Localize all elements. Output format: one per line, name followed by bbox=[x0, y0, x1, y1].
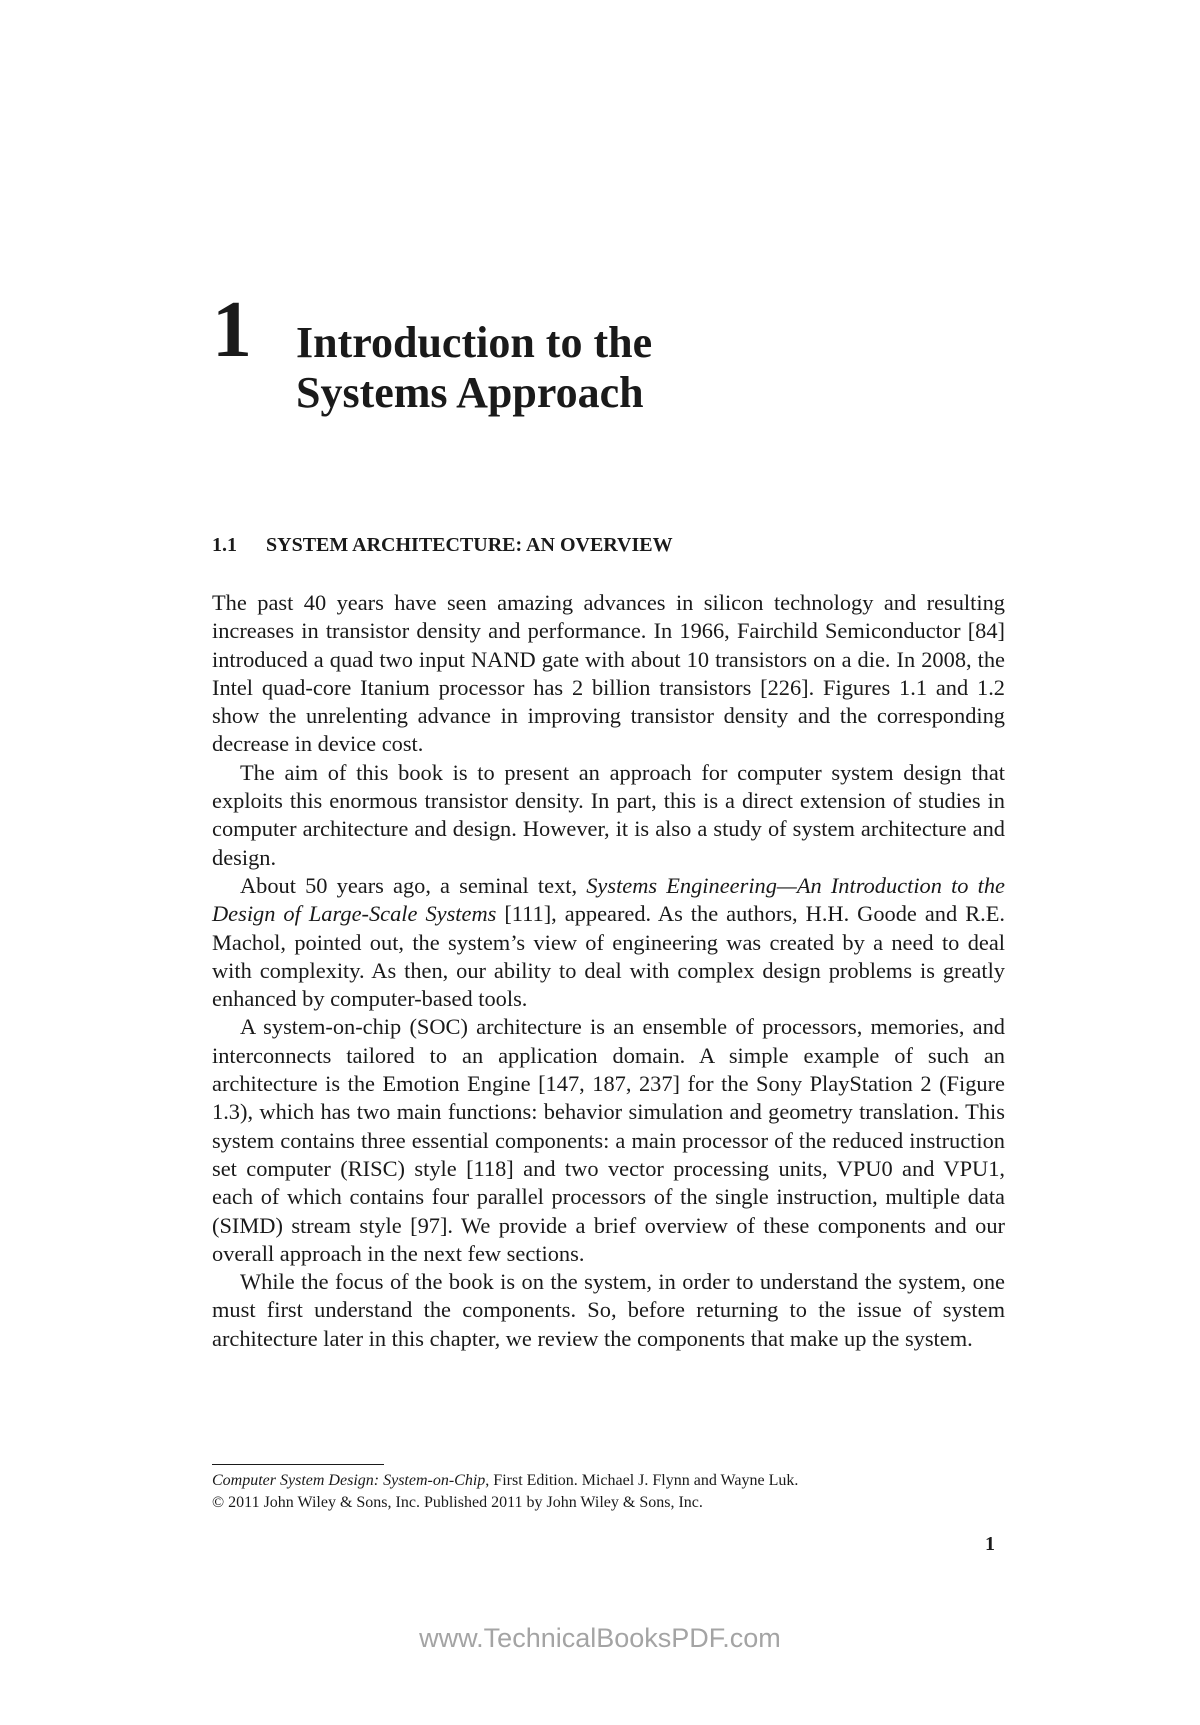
section-number: 1.1 bbox=[212, 534, 237, 556]
paragraph-4: A system-on-chip (SOC) architecture is an ensemble of processors, memories, and interconnects tailored to an application domain. A simple example of such an architecture is the Emotion Engine [147, 187, 237] for the Sony PlayStation 2 (Figure 1.3), which has two main functions: behavior simulation and geometry translation. This system contains three essential components: a main processor of the reduced instruction set computer (RISC) style [118] and two vector processing units, VPU0 and VPU1, each of which contains four parallel processors of the single instruction, multiple data (SIMD) stream style [97]. We provide a brief overview of these components and our overall approach in the next few sections. bbox=[212, 1014, 1005, 1266]
footnote-divider bbox=[212, 1464, 384, 1465]
footnote-copyright: © 2011 John Wiley & Sons, Inc. Published 2011 by John Wiley & Sons, Inc. bbox=[212, 1494, 703, 1511]
paragraph-2: The aim of this book is to present an approach for computer system design that exploits this enormous transistor density. In part, this is a direct extension of studies in computer architecture and design. However, it is also a study of system architecture and design. bbox=[212, 759, 1005, 870]
footnote-edition-authors: , First Edition. Michael J. Flynn and Wayne Luk. bbox=[485, 1472, 799, 1489]
chapter-title bbox=[296, 318, 856, 418]
chapter-number: 1 bbox=[212, 286, 252, 374]
chapter-title-line-1: Introduction to the bbox=[296, 318, 653, 367]
paragraph-5: While the focus of the book is on the system, in order to understand the system, one must first understand the components. So, before returning to the issue of system architecture later in this chapter, we review the components that make up the system. bbox=[212, 1269, 1005, 1351]
section-title: SYSTEM ARCHITECTURE: AN OVERVIEW bbox=[266, 534, 673, 556]
paragraph-1: The past 40 years have seen amazing advances in silicon technology and resulting increases in transistor density and performance. In 1966, Fairchild Semiconductor [84] introduced a quad two input NAND gate with about 10 transistors on a die. In 2008, the Intel quad-core Itanium processor has 2 billion transistors [226]. Figures 1.1 and 1.2 show the unrelenting advance in improving transistor density and the corresponding decrease in device cost. bbox=[212, 590, 1005, 757]
footnote-line-1 bbox=[212, 1470, 1012, 1492]
body-text bbox=[212, 589, 1005, 1353]
paragraph-3 bbox=[212, 872, 1005, 1013]
footnote-book-title: Computer System Design: System-on-Chip bbox=[212, 1472, 486, 1489]
paragraph-3-start: About 50 years ago, a seminal text, bbox=[240, 872, 587, 898]
paragraph-3-end: [111], appeared. As the authors, H.H. Goode and R.E. Machol, pointed out, the system’s view of engineering was created by a need to deal with complexity. As then, our ability to deal with complex design problems is greatly enhanced by computer-based tools. bbox=[212, 901, 1006, 1012]
page-number: 1 bbox=[985, 1533, 995, 1555]
footnote bbox=[212, 1470, 1012, 1514]
section-heading bbox=[212, 532, 673, 558]
cited-book-title: Systems Engineering—An Introduction to the Design of Large-Scale Systems bbox=[212, 872, 1005, 927]
watermark: www.TechnicalBooksPDF.com bbox=[419, 1623, 781, 1653]
chapter-title-line-2: Systems Approach bbox=[296, 368, 644, 417]
